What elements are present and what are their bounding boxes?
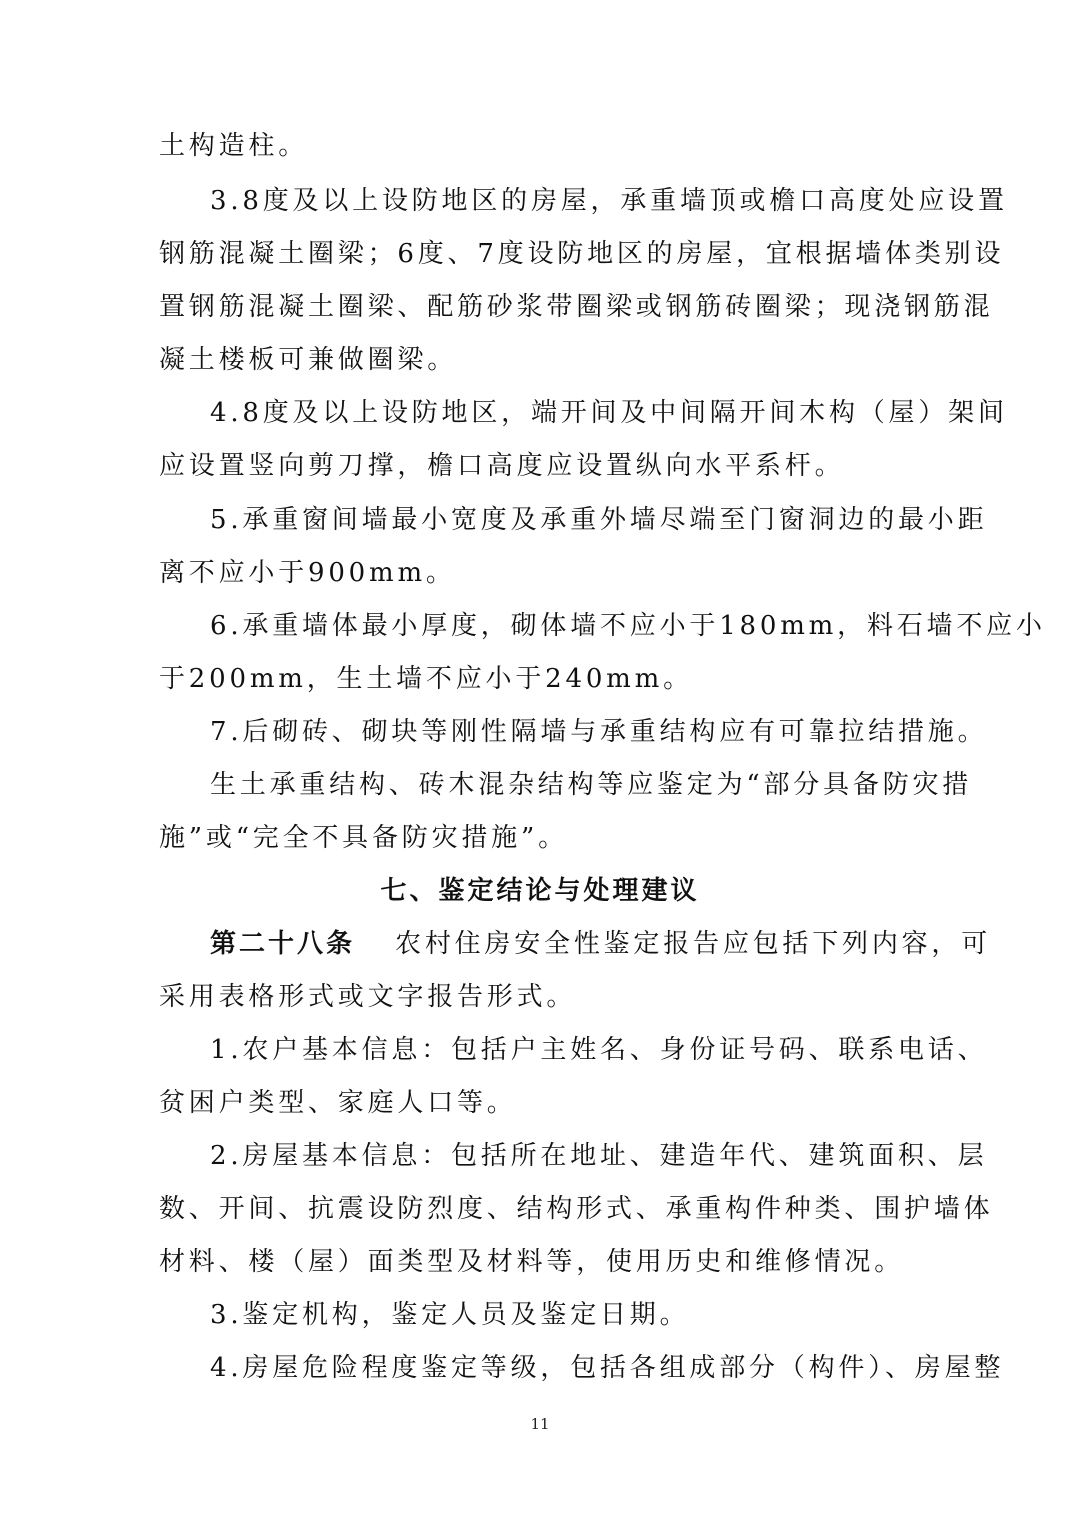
text-line: 4.8度及以上设防地区，端开间及中间隔开间木构（屋）架间	[210, 398, 1008, 428]
text-line: 6.承重墙体最小厚度，砌体墙不应小于180mm，料石墙不应小	[210, 611, 1046, 641]
article-line	[210, 929, 992, 959]
text-line: 2.房屋基本信息：包括所在地址、建造年代、建筑面积、层	[210, 1141, 988, 1171]
text-line: 材料、楼（屋）面类型及材料等，使用历史和维修情况。	[159, 1247, 905, 1277]
article-label: 第二十八条	[210, 929, 356, 959]
text-line: 7.后砌砖、砌块等刚性隔墙与承重结构应有可靠拉结措施。	[210, 717, 988, 747]
text-line: 5.承重窗间墙最小宽度及承重外墙尽端至门窗洞边的最小距	[210, 505, 988, 535]
section-heading: 七、鉴定结论与处理建议	[380, 876, 700, 906]
text-line: 贫困户类型、家庭人口等。	[159, 1088, 517, 1118]
article-text: 农村住房安全性鉴定报告应包括下列内容，可	[395, 929, 992, 959]
text-line: 3.鉴定机构，鉴定人员及鉴定日期。	[210, 1300, 690, 1330]
text-line: 数、开间、抗震设防烈度、结构形式、承重构件种类、围护墙体	[159, 1194, 994, 1224]
text-line: 土构造柱。	[159, 131, 309, 161]
text-line: 离不应小于900mm。	[159, 558, 456, 588]
page-number: 11	[530, 1415, 550, 1433]
text-line: 钢筋混凝土圈梁；6度、7度设防地区的房屋，宜根据墙体类别设	[159, 239, 1005, 269]
text-line: 3.8度及以上设防地区的房屋，承重墙顶或檐口高度处应设置	[210, 186, 1008, 216]
text-line: 凝土楼板可兼做圈梁。	[159, 345, 458, 375]
text-line: 施”或“完全不具备防灾措施”。	[159, 823, 568, 853]
text-line: 采用表格形式或文字报告形式。	[159, 982, 577, 1012]
text-line: 于200mm，生土墙不应小于240mm。	[159, 664, 693, 694]
text-line: 生土承重结构、砖木混杂结构等应鉴定为“部分具备防灾措	[210, 770, 973, 800]
text-line: 置钢筋混凝土圈梁、配筋砂浆带圈梁或钢筋砖圈梁；现浇钢筋混	[159, 292, 994, 322]
text-line: 1.农户基本信息：包括户主姓名、身份证号码、联系电话、	[210, 1035, 988, 1065]
text-line: 应设置竖向剪刀撑，檐口高度应设置纵向水平系杆。	[159, 451, 845, 481]
text-line: 4.房屋危险程度鉴定等级，包括各组成部分（构件）、房屋整	[210, 1353, 1005, 1383]
